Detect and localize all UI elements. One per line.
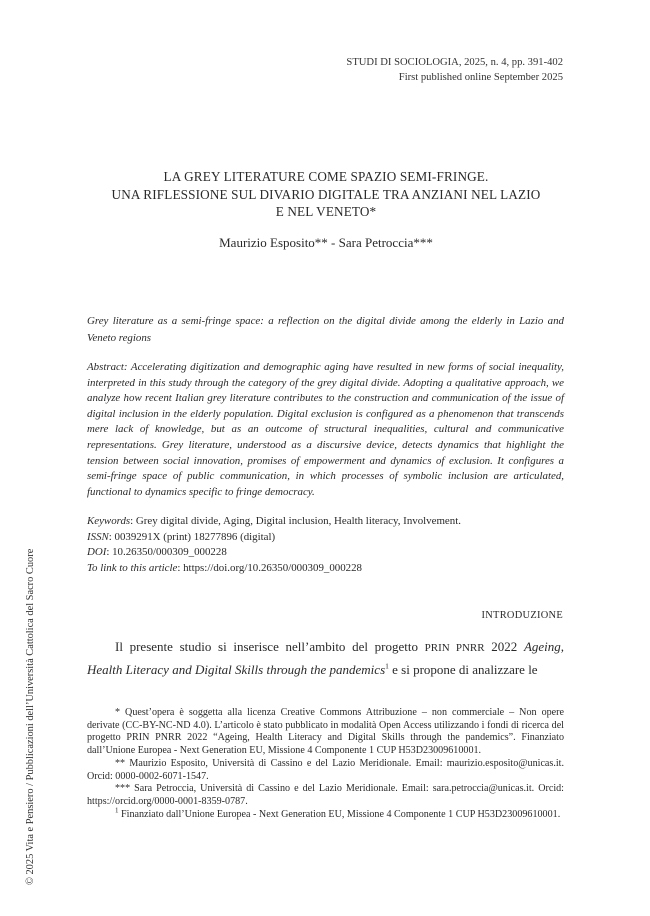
authors: Maurizio Esposito** - Sara Petroccia*** — [219, 235, 433, 250]
footnote-license: * Quest’opera è soggetta alla licenza Creative Commons Attribuzione – non commerciale – Non opere derivate (CC-BY-NC-ND 4.0). L’articolo è stato pubblicato in modalità Open Access utilizzando i fondi di ricerca del progetto PRIN PNRR 2022 “Ageing, Health Literacy and Digital Skills through the pandemics”. Finanziato dall’Unione Europea - Next Generation EU, Missione 4 Componente 1 CUP H53D23009610001. — [87, 707, 564, 757]
footnote-author-2: *** Sara Petroccia, Università di Cassino e del Lazio Meridionale. Email: sara.petroccia@unicas.it. Orcid: https://orcid.org/0000-0001-8359-0787. — [87, 783, 564, 807]
body-text-2: 2022 — [484, 639, 524, 654]
project-title: Ageing, Health Literacy and Digital Skills through the pandemics — [87, 639, 565, 677]
footnotes — [87, 707, 564, 821]
section-heading: INTRODUZIONE — [481, 610, 563, 621]
footnote-1-text: Finanziato dall’Unione Europea - Next Generation EU, Missione 4 Componente 1 CUP H53D23009610001. — [118, 808, 561, 820]
footnote-1 — [87, 806, 564, 822]
article-link[interactable]: : https://doi.org/10.26350/000309_000228 — [177, 561, 363, 574]
body-text-1: Il presente studio si inserisce nell’ambito del progetto — [115, 639, 425, 654]
copyright-sidebar: © 2025 Vita e Pensiero / Pubblicazioni dell’Università Cattolica del Sacro Cuore — [25, 548, 36, 885]
keywords-line — [87, 514, 564, 530]
keywords-label: Keywords — [87, 515, 131, 527]
article-metadata — [87, 514, 564, 576]
issn-label: ISSN — [87, 530, 109, 543]
journal-citation: STUDI DI SOCIOLOGIA, 2025, n. 4, pp. 391-402 — [346, 57, 563, 68]
keywords-value: : Grey digital divide, Aging, Digital inclusion, Health literacy, Involvement. — [130, 515, 461, 527]
abstract: Abstract: Accelerating digitization and demographic aging have resulted in new forms of social inequality, interpreted in this study through the category of the grey digital divide. Adopting a qualitative approach, we analyze how recent Italian grey literature contributes to the construction and communication of the issue of digital inclusion in the elderly population. Digital exclusion is configured as a phenomenon that transcends mere lack of knowledge, but as an outcome of structural inequalities, cultural and communicative representations. Grey literature, understood as a discursive device, detects dynamics that highlight the tension between social innovation, promises of empowerment and dynamics of exclusion. It configures a semi-fringe space of public communication, in which processes of symbolic inclusion are articulated, functional to dynamics specific to fringe democracy. — [87, 361, 564, 498]
title-line-1: LA GREY LITERATURE COME SPAZIO SEMI-FRINGE. — [163, 169, 489, 184]
issn-line — [87, 530, 564, 546]
prin-acronym: PRIN PNRR — [424, 642, 485, 654]
journal-header — [346, 55, 563, 85]
doi-value: : 10.26350/000309_000228 — [106, 546, 227, 559]
article-title — [88, 168, 564, 221]
body-text-3: e si propone di analizzare le — [388, 662, 538, 677]
issn-value: : 0039291X (print) 18277896 (digital) — [108, 530, 276, 543]
footnote-ref[interactable]: 1 — [385, 661, 389, 671]
title-line-2: UNA RIFLESSIONE SUL DIVARIO DIGITALE TRA ANZIANI NEL LAZIO — [111, 186, 541, 202]
doi-label: DOI — [87, 546, 107, 559]
article-link-line — [87, 561, 564, 577]
body-paragraph — [87, 636, 564, 680]
title-line-3: E NEL VENETO* — [275, 204, 377, 219]
english-title: Grey literature as a semi-fringe space: a reflection on the digital divide among the elderly in Lazio and Veneto regions — [87, 315, 564, 344]
published-date: First published online September 2025 — [398, 72, 563, 83]
doi-line — [87, 545, 564, 561]
footnote-number: 1 — [115, 806, 119, 815]
footnote-author-1: ** Maurizio Esposito, Università di Cassino e del Lazio Meridionale. Email: maurizio.esposito@unicas.it. Orcid: 0000-0002-6071-1547. — [87, 757, 564, 782]
link-label: To link to this article — [87, 561, 178, 574]
